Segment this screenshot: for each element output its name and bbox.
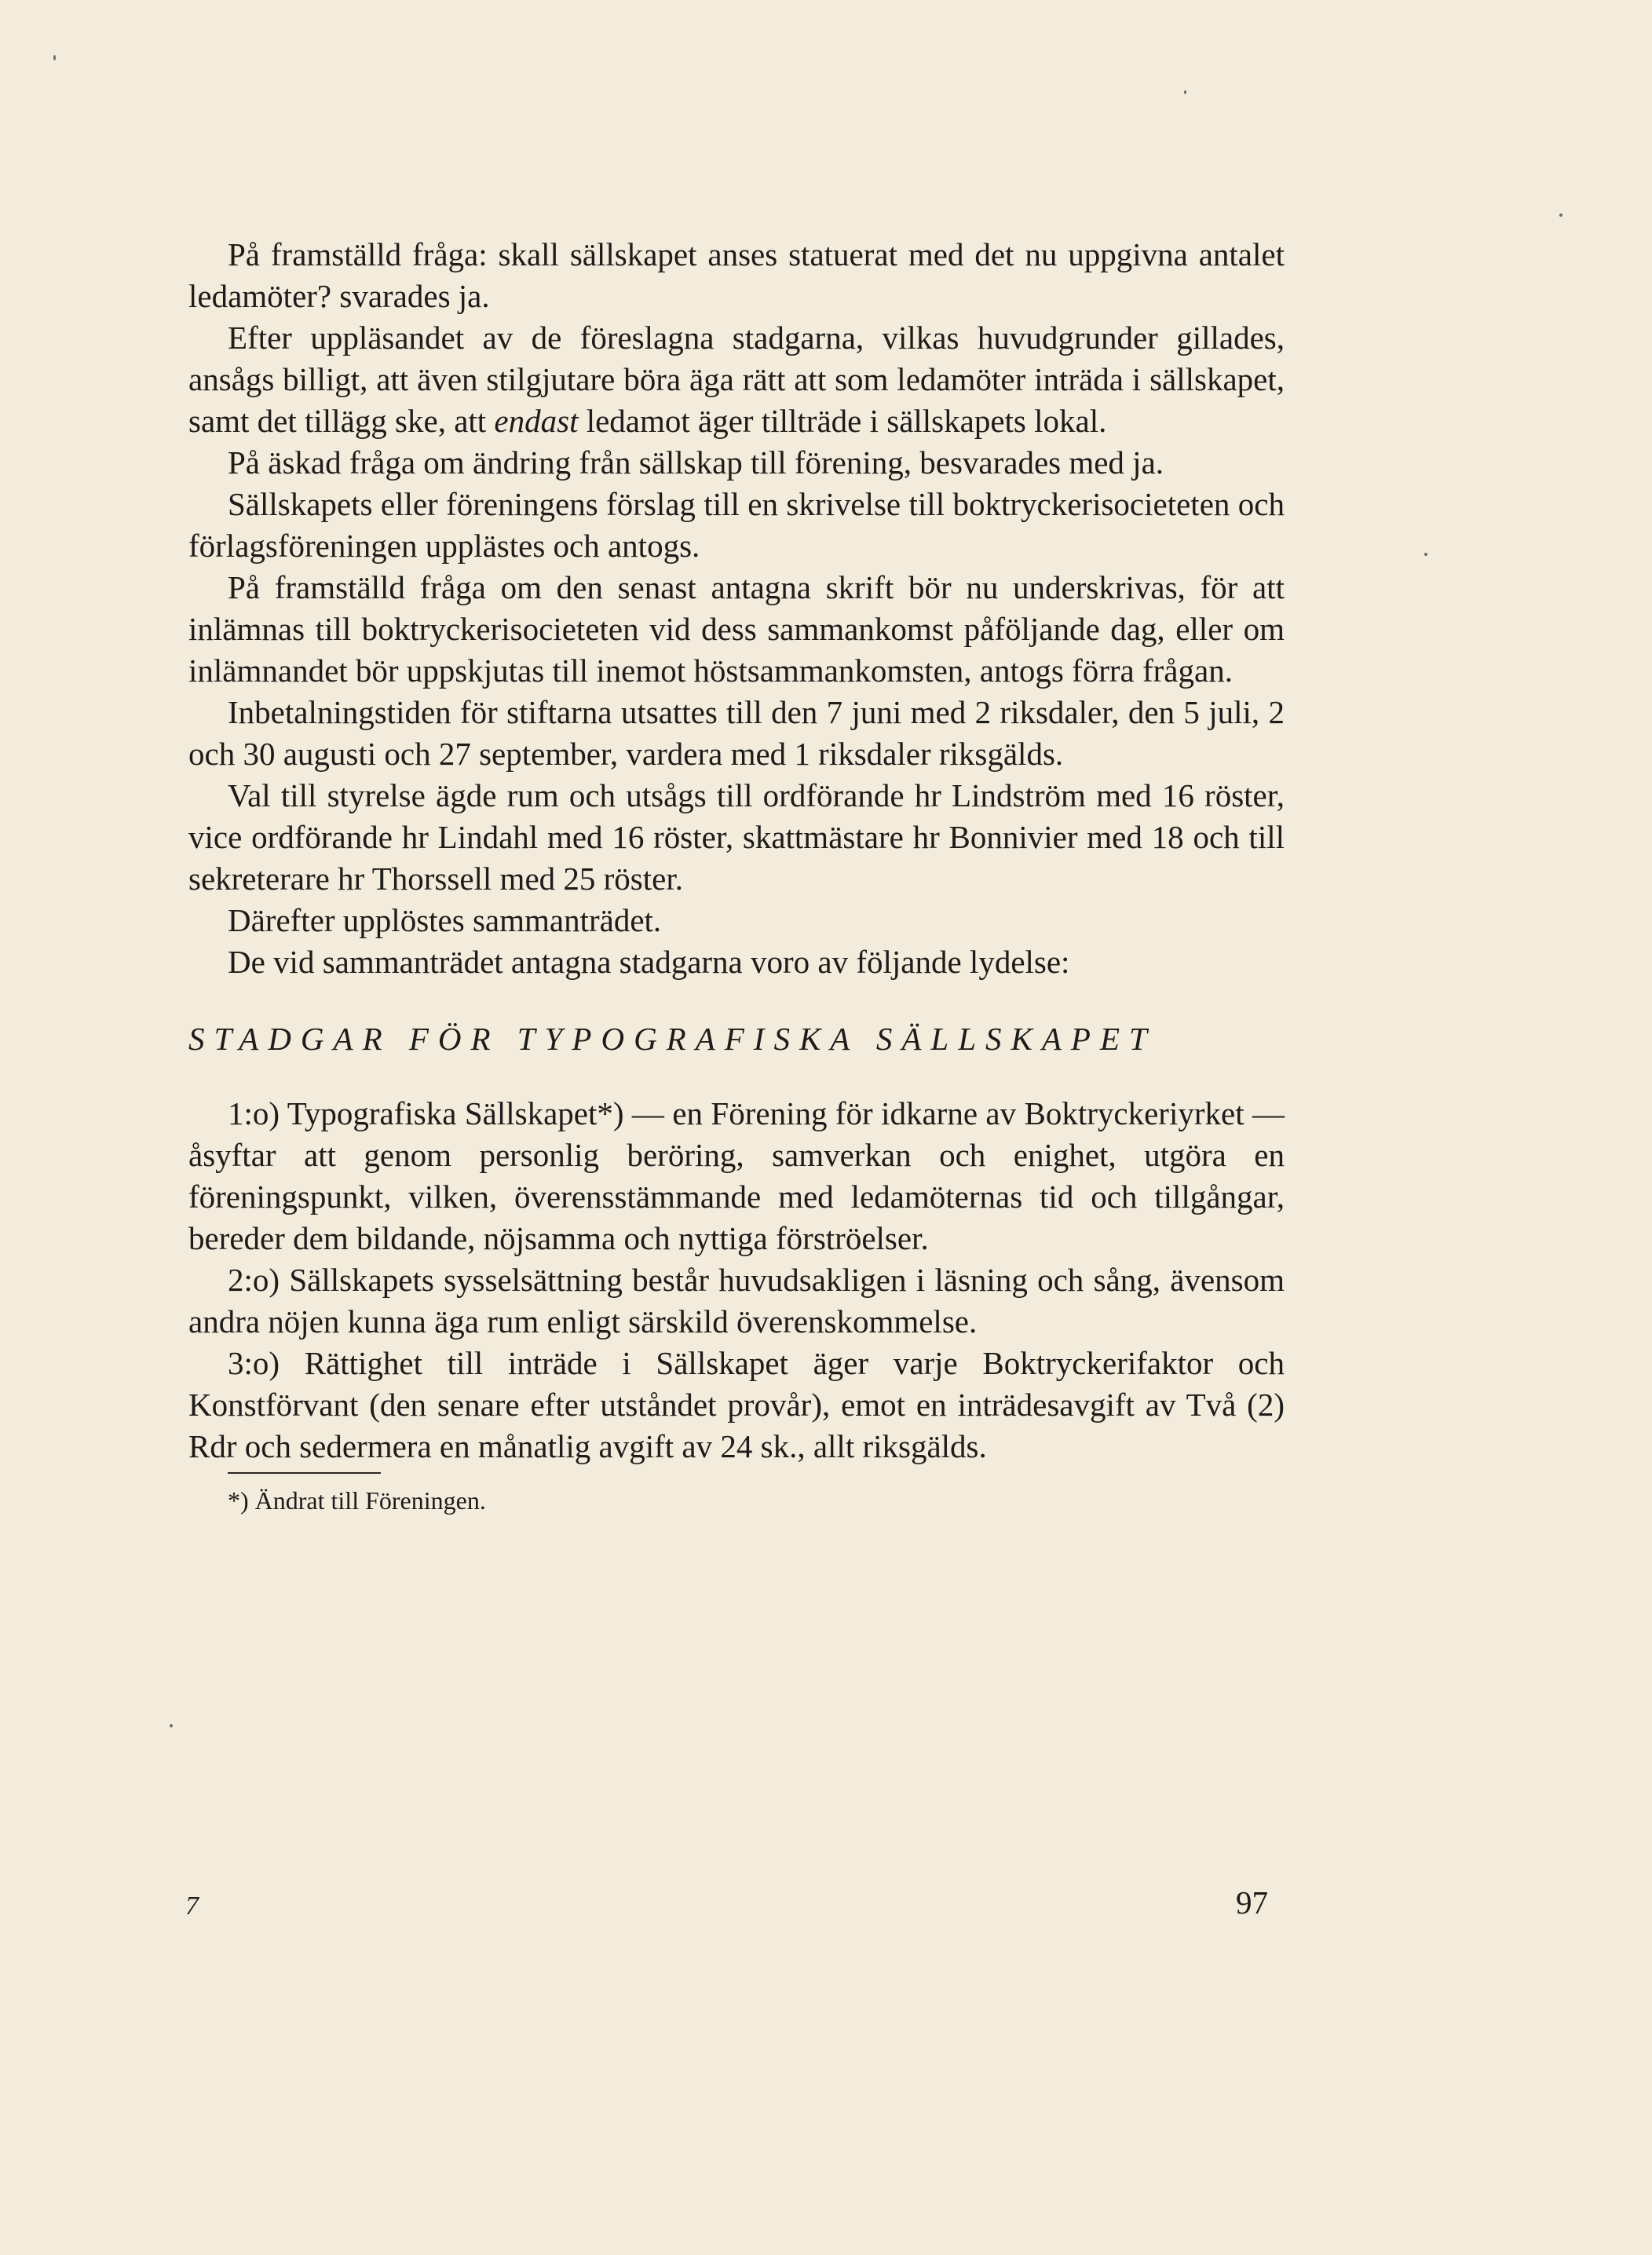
paragraph-text: De vid sammanträdet antagna stadgarna voro av följande lydelse:	[228, 944, 1070, 980]
paragraph-text: 1:o) Typografiska Sällskapet*) — en Förening för idkarne av Boktryckeriyrket — åsyftar att genom personlig beröring, samverkan och enighet, utgöra en föreningspunkt, vilken, överensstämmande med ledamöternas tid och tillgångar, bereder dem bildande, nöjsamma och nyttiga förströelser.	[188, 1095, 1285, 1256]
paragraph	[188, 692, 1285, 775]
paragraph	[188, 775, 1285, 900]
paragraph	[188, 941, 1285, 983]
paper-speck	[1424, 553, 1427, 556]
paragraph-text: Inbetalningstiden för stiftarna utsattes till den 7 juni med 2 riksdaler, den 5 juli, 2 och 30 augusti och 27 september, vardera med 1 riksdaler riksgälds.	[188, 694, 1285, 772]
paragraph	[188, 567, 1285, 692]
paragraph	[188, 900, 1285, 941]
footnote: *) Ändrat till Föreningen.	[228, 1486, 486, 1515]
paragraph	[188, 1343, 1285, 1467]
footnote-rule	[228, 1472, 381, 1474]
emphasis-text: endast	[494, 403, 579, 439]
minutes-section	[188, 234, 1285, 983]
paragraph	[188, 484, 1285, 567]
paragraph-text: ledamot äger tillträde i sällskapets lokal.	[578, 403, 1107, 439]
paragraph	[188, 317, 1285, 442]
paragraph-text: Därefter upplöstes sammanträdet.	[228, 902, 662, 938]
paragraph-text: Sällskapets eller föreningens förslag till en skrivelse till boktryckerisocieteten och förlagsföreningen upplästes och antogs.	[188, 486, 1285, 564]
paragraph	[188, 1259, 1285, 1343]
page-number: 97	[1236, 1884, 1268, 1921]
paragraph	[188, 234, 1285, 317]
signature-mark: 7	[185, 1891, 199, 1921]
paper-speck	[170, 1724, 173, 1727]
paragraph	[188, 1093, 1285, 1259]
statutes-section	[188, 1093, 1285, 1467]
paragraph-text: 2:o) Sällskapets sysselsättning består huvudsakligen i läsning och sång, ävensom andra nöjen kunna äga rum enligt särskild överenskommelse.	[188, 1262, 1285, 1339]
paragraph-text: På äskad fråga om ändring från sällskap till förening, besvarades med ja.	[228, 444, 1164, 481]
paper-speck	[53, 55, 56, 60]
statutes-heading: STADGAR FÖR TYPOGRAFISKA SÄLLSKAPET	[188, 1021, 1157, 1057]
paragraph-text: På framställd fråga: skall sällskapet anses statuerat med det nu uppgivna antalet ledamöter? svarades ja.	[188, 236, 1285, 314]
paragraph-text: 3:o) Rättighet till inträde i Sällskapet äger varje Boktryckerifaktor och Konstförvant (den senare efter utståndet provår), emot en inträdesavgift av Två (2) Rdr och sedermera en månatlig avgift av 24 sk., allt riksgälds.	[188, 1345, 1285, 1464]
paragraph-text: Val till styrelse ägde rum och utsågs till ordförande hr Lindström med 16 röster, vice ordförande hr Lindahl med 16 röster, skattmästare hr Bonnivier med 18 och till sekreterare hr Thorssell med 25 röster.	[188, 777, 1285, 897]
paper-speck	[1184, 90, 1186, 94]
paragraph-text: På framställd fråga om den senast antagna skrift bör nu underskrivas, för att inlämnas till boktryckerisocieteten vid dess sammankomst påföljande dag, eller om inlämnandet bör uppskjutas till inemot höstsammankomsten, antogs förra frågan.	[188, 569, 1285, 689]
paragraph-text: Efter uppläsandet av de föreslagna stadgarna, vilkas huvudgrunder gillades, ansågs billigt, att även stilgjutare böra äga rätt att som ledamöter inträda i sällskapet, samt det tillägg ske, att	[188, 320, 1285, 439]
paper-speck	[1559, 214, 1562, 217]
page-text	[188, 234, 1285, 1516]
paragraph	[188, 442, 1285, 484]
